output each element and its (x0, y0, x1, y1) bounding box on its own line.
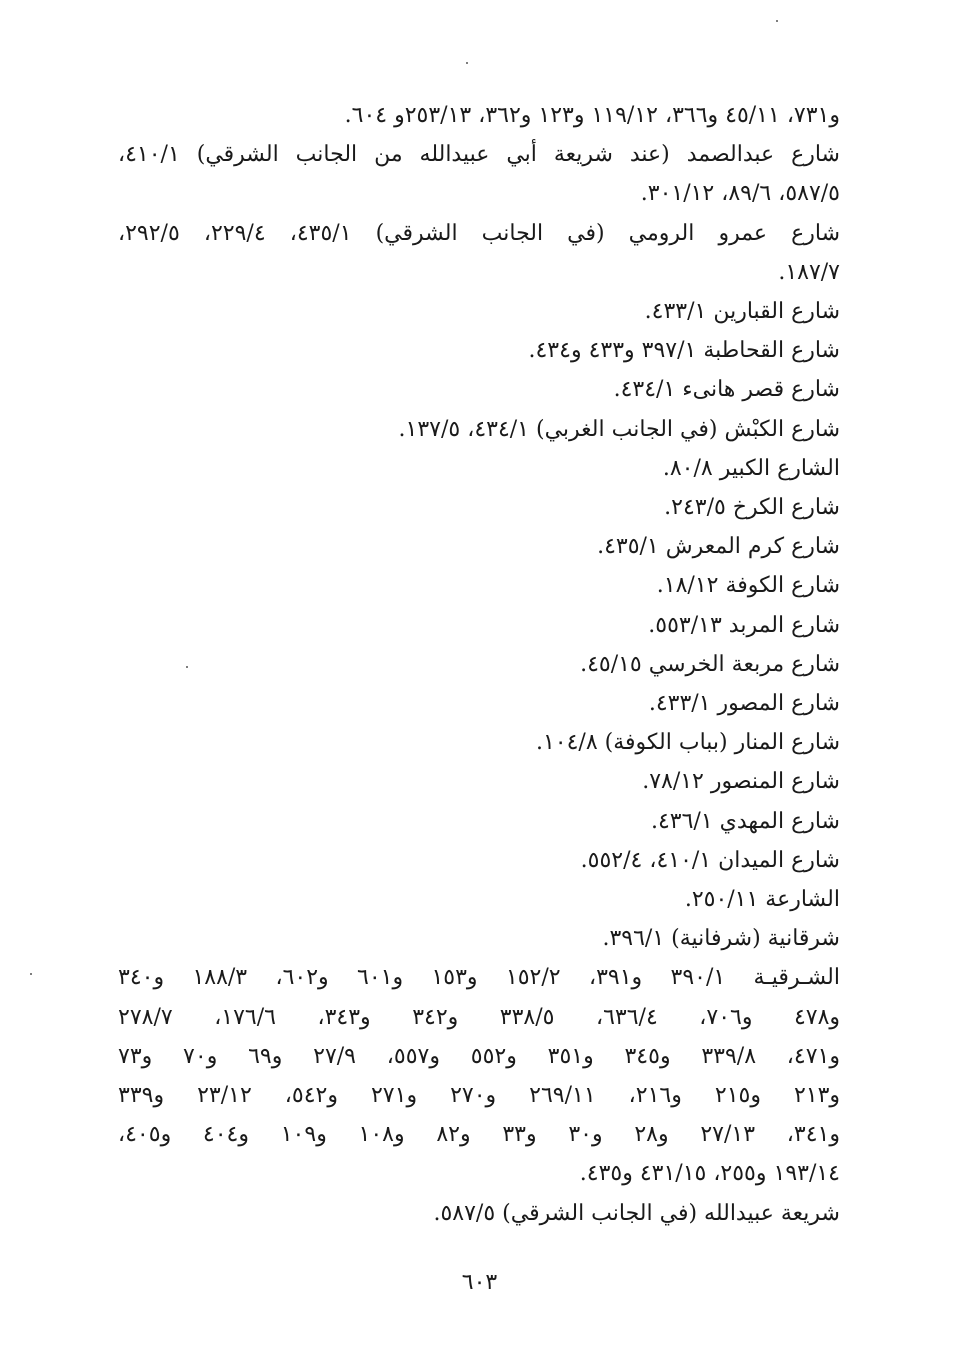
index-entry (118, 762, 840, 801)
index-entry-line: شارع القحاطبة ٣٩٧/١ و٤٣٣ و٤٣٤. (528, 338, 840, 364)
index-entry-line: الشارعة ٢٥٠/١١. (684, 887, 840, 913)
scan-speck (776, 20, 778, 22)
index-entry-line: شارع المهدي ٤٣٦/١. (650, 808, 840, 834)
index-entry (118, 919, 840, 958)
index-entry (118, 527, 840, 566)
index-entry-line: و٧٣١، ٤٥/١١ و٣٦٦، ١١٩/١٢ و١٢٣ و٣٦٢، ٢٥٣/١٣و ٦٠٤. (344, 103, 840, 128)
index-entry (118, 606, 840, 645)
index-entry (118, 802, 840, 841)
page-number: ٦٠٣ (461, 1270, 498, 1295)
index-entry (118, 880, 840, 919)
index-entry (118, 292, 840, 331)
index-entry-line: شارع مربعة الخرسي ٤٥/١٥. (580, 651, 840, 677)
index-entry-line: شارع كرم المعرش ٤٣٥/١. (597, 534, 840, 560)
index-entry (118, 370, 840, 409)
index-entry-line: شريعة عبيدالله (في الجانب الشرقي) ٥٨٧/٥. (433, 1200, 840, 1226)
index-entry (118, 645, 840, 684)
index-entry (118, 958, 840, 1193)
index-entry-line: شارع المنصور ٧٨/١٢. (642, 769, 840, 795)
index-entry (118, 331, 840, 370)
index-entry-line: شارع عمرو الرومي (في الجانب الشرقي) ٤٣٥/١، ٢٢٩/٤، ٢٩٢/٥، (118, 220, 841, 246)
index-entry-continuation-line: ١٨٧/٧. (778, 259, 840, 285)
index-entry (118, 410, 840, 449)
index-entry-continuation-line: و٤٧٨ و٧٠٦، ٦٣٦/٤، ٣٣٨/٥ و٣٤٢ و٣٤٣، ١٧٦/٦، ٢٧٨/٧ (118, 1004, 841, 1030)
index-entry-continuation-line: و٢١٣ و٢١٥ و٢١٦، ٢٦٩/١١ و٢٧٠ و٢٧١ و٥٤٢، ٢٣/١٢ و٣٣٩ (118, 1083, 841, 1109)
index-entry-continuation-line: ٥٨٧/٥، ٨٩/٦، ٣٠١/١٢. (640, 181, 840, 207)
scan-speck (186, 666, 188, 668)
index-entry-continuation-line: ١٩٣/١٤ و٢٥٥، ٤٣١/١٥ و٤٣٥. (579, 1161, 840, 1187)
index-entry (118, 1194, 840, 1233)
index-entry-line: شارع قصر هانىء ٤٣٤/١. (613, 377, 840, 403)
index-entry-line: الشـرقيـة ٣٩٠/١ و٣٩١، ١٥٢/٢ و١٥٣ و٦٠١ و٦٠٢، ١٨٨/٣ و٣٤٠ (118, 965, 840, 991)
index-entry (118, 566, 840, 605)
index-entry (118, 684, 840, 723)
index-entry-line: شارع المنار (بباب الكوفة) ١٠٤/٨. (535, 730, 840, 756)
index-entry-line: الشارع الكبير ٨٠/٨. (662, 455, 840, 481)
index-entry (118, 135, 840, 213)
index-entry (118, 723, 840, 762)
index-entry-line: شارع الكبْش (في الجانب الغربي) ٤٣٤/١، ١٣٧/٥. (398, 416, 840, 442)
index-entry-line: شارع عبدالصمد (عند شريعة أبي عبيدالله من الجانب الشرقي) ٤١٠/١، (118, 142, 840, 168)
index-entry-line: شرقانية (شرفانية) ٣٩٦/١. (602, 926, 840, 952)
index-entry-line: شارع المصور ٤٣٣/١. (648, 691, 840, 717)
index-entry-line: شارع القبارين ٤٣٣/١. (644, 299, 840, 325)
index-entry-line: شارع الكرخ ٢٤٣/٥. (664, 495, 840, 521)
index-entry-continuation-line: و٣٤١، ٢٧/١٣ و٢٨ و٣٠ و٣٣ و٨٢ و١٠٨ و١٠٩ و٤٠٤ و٤٠٥، (118, 1122, 840, 1148)
index-entry-line: شارع الميدان ٤١٠/١، ٥٥٢/٤. (580, 847, 840, 873)
scan-speck (30, 973, 32, 975)
index-entry (118, 449, 840, 488)
index-entry (118, 488, 840, 527)
place-name-index (118, 96, 840, 1233)
index-entry (118, 96, 840, 135)
index-entry (118, 841, 840, 880)
index-entry-line: شارع الكوفة ١٨/١٢. (656, 573, 840, 599)
index-entry (118, 214, 840, 292)
scan-speck (466, 62, 468, 64)
index-entry-line: شارع المربد ٥٥٣/١٣. (648, 612, 840, 638)
index-entry-continuation-line: و٤٧١، ٣٣٩/٨ و٣٤٥ و٣٥١ و٥٥٢ و٥٥٧، ٢٧/٩ و٦٩ و٧٠ و٧٣ (118, 1043, 840, 1069)
